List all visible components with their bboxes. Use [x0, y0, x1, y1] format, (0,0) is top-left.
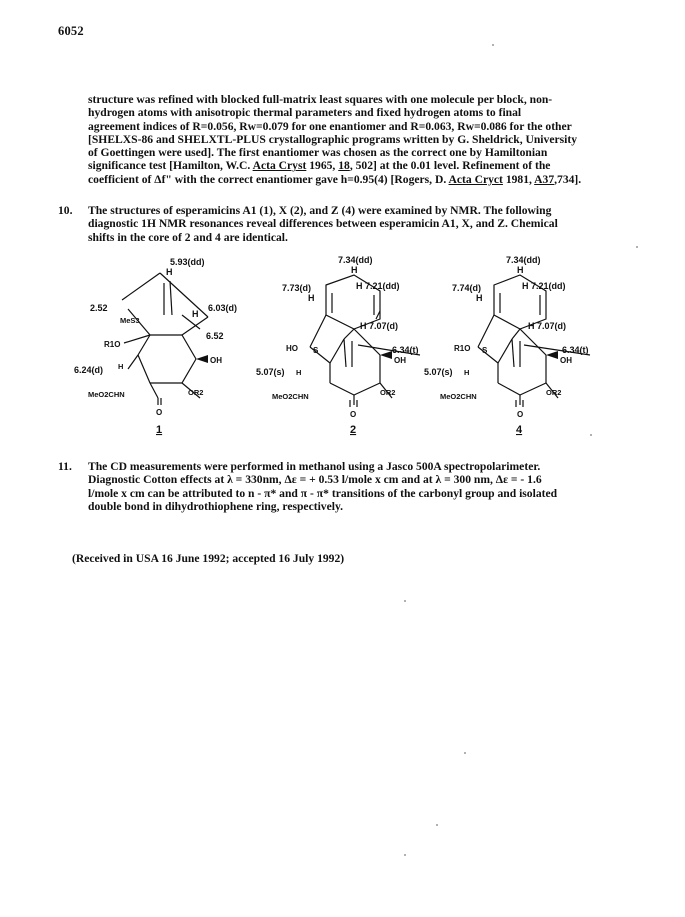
text-fragment: 1981, — [502, 172, 535, 186]
structure-1-bonds — [122, 273, 208, 405]
structure-4-label: O — [517, 410, 524, 419]
text-line: double bond in dihydrothiophene ring, respectively. — [88, 499, 344, 513]
note-10-text — [88, 204, 588, 244]
text-line: structure was refined with blocked full-matrix least squares with one molecule per block, non- — [88, 93, 553, 106]
compound-number-2: 2 — [350, 424, 357, 436]
structure-2-label: 5.07(s) — [256, 367, 285, 377]
note-11-text — [88, 460, 608, 513]
page-number: 6052 — [58, 24, 84, 38]
structure-1-label: H — [192, 309, 199, 319]
structure-2-label: OR2 — [380, 388, 396, 397]
text-line — [88, 159, 616, 172]
structure-1-label: O — [156, 408, 163, 417]
structure-1-label: 2.52 — [90, 303, 108, 313]
structure-2-label: 7.73(d) — [282, 283, 312, 293]
structure-4-label: R1O — [454, 344, 471, 353]
journal-reference: Acta Cryst — [252, 159, 307, 173]
structure-2-label: HO — [286, 344, 298, 353]
structure-4-label: 7.74(d) — [452, 283, 482, 293]
structure-2-label: S — [313, 346, 319, 355]
text-line: The structures of esperamicins A1 (1), X (2), and Z (4) were examined by NMR. The following — [88, 204, 552, 217]
text-line: hydrogen atoms with anisotropic thermal parameters and fixed hydrogen atoms to final — [88, 106, 522, 120]
structure-4-label: 6.34(t) — [562, 345, 589, 355]
note-11-number: 11. — [58, 460, 72, 473]
structure-1-label: OH — [210, 356, 222, 365]
received-dates: (Received in USA 16 June 1992; accepted 16 July 1992) — [72, 552, 345, 565]
compound-number-4: 4 — [516, 424, 523, 436]
structure-2-label: H 7.07(d) — [360, 321, 399, 331]
scan-speck — [436, 824, 438, 826]
note-10-number: 10. — [58, 204, 73, 217]
structure-1-label: OR2 — [188, 388, 204, 397]
structure-4-label: H 7.21(dd) — [522, 281, 566, 291]
text-line — [88, 173, 616, 186]
journal-reference: Acta Cryct — [448, 172, 503, 186]
structure-2-label: O — [350, 410, 357, 419]
scan-speck — [464, 752, 466, 754]
text-fragment: ,734]. — [554, 172, 582, 186]
structure-2-label: H — [351, 265, 358, 275]
structure-2-label: MeO2CHN — [272, 392, 309, 401]
structure-1-label: R1O — [104, 340, 121, 349]
text-line: diagnostic 1H NMR resonances reveal differences between esperamicin A1, X, and Z. Chemical — [88, 217, 558, 231]
text-line: of Goettingen were used]. The first enantiomer was chosen as the correct one by Hamiltonian — [88, 146, 548, 160]
text-fragment: coefficient of Δf" with the correct enantiomer gave h=0.95(4) [Rogers, D. — [88, 172, 449, 186]
volume-reference: A37 — [534, 172, 555, 186]
structure-2-label: H 7.21(dd) — [356, 281, 400, 291]
structures-svg — [40, 255, 640, 455]
structure-2-label: H — [308, 293, 315, 303]
structure-1-label: MeO2CHN — [88, 390, 125, 399]
structure-2-label: H — [296, 368, 302, 377]
text-line: agreement indices of R=0.056, Rw=0.079 for one enantiomer and R=0.063, Rw=0.086 for the other — [88, 119, 572, 133]
text-line: Diagnostic Cotton effects at λ = 330nm, Δε = + 0.53 l/mole x cm and at λ = 300 nm, Δε = - 1.6 — [88, 473, 542, 487]
nmr-structures-figure — [40, 255, 640, 455]
structure-1-label: 6.24(d) — [74, 365, 104, 375]
structure-4-label: H — [517, 265, 524, 275]
scan-speck — [404, 600, 406, 602]
structure-1-label: 6.03(d) — [208, 303, 238, 313]
text-fragment: , 502] at the 0.01 level. Refinement of the — [349, 159, 551, 173]
structure-1-label: H — [166, 267, 173, 277]
compound-number-1: 1 — [156, 424, 163, 436]
structure-1-label: 6.52 — [206, 331, 224, 341]
structure-2-label: 6.34(t) — [392, 345, 419, 355]
text-fragment: 1965, — [306, 159, 339, 173]
text-line: l/mole x cm can be attributed to n - π* and π - π* transitions of the carbonyl group and isolated — [88, 486, 558, 500]
structure-4-label: 7.34(dd) — [506, 255, 541, 265]
structure-4-label: OR2 — [546, 388, 562, 397]
structure-4-label: H 7.07(d) — [528, 321, 567, 331]
structure-1-label: 5.93(dd) — [170, 257, 205, 267]
structure-4-label: H — [464, 368, 470, 377]
structure-4-label: H — [476, 293, 483, 303]
text-fragment: significance test [Hamilton, W.C. — [88, 159, 253, 173]
text-line: shifts in the core of 2 and 4 are identical. — [88, 230, 288, 244]
structure-4-bonds — [478, 275, 590, 407]
scan-speck — [636, 246, 638, 248]
text-line: The CD measurements were performed in methanol using a Jasco 500A spectropolarimeter. — [88, 460, 541, 473]
structure-4-label: 5.07(s) — [424, 367, 453, 377]
structure-2-label: OH — [394, 356, 406, 365]
structure-2-bonds — [310, 275, 420, 407]
scan-speck — [404, 854, 406, 856]
structure-4-label: S — [482, 346, 488, 355]
text-line: [SHELXS-86 and SHELXTL-PLUS crystallographic programs written by G. Sheldrick, University — [88, 132, 578, 146]
scan-speck — [590, 434, 592, 436]
structure-4-label: MeO2CHN — [440, 392, 477, 401]
structure-1-label: MeS3 — [120, 316, 140, 325]
structure-4-label: OH — [560, 356, 572, 365]
scan-speck — [492, 44, 494, 46]
structure-1-label: H — [118, 362, 124, 371]
structure-2-label: 7.34(dd) — [338, 255, 373, 265]
continued-paragraph — [88, 93, 616, 186]
volume-reference: 18 — [338, 159, 350, 173]
